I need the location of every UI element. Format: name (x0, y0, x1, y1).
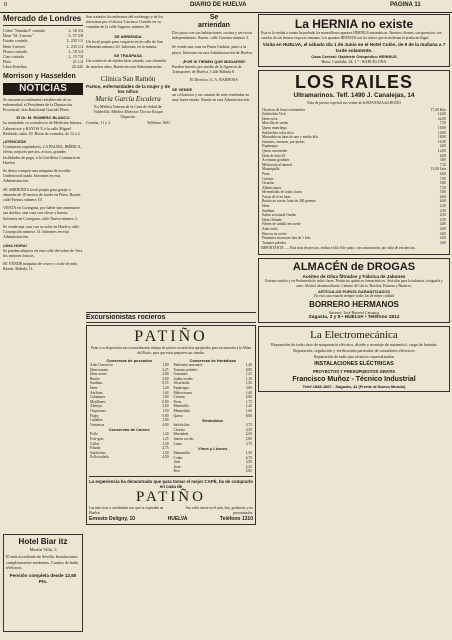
pescados-row-value: 1,20 (162, 385, 169, 390)
traspasa-text: Un comercio de tejidos bien situado, con clientela de muchos años. Razón en esta Administración. (86, 58, 166, 69)
hortalizas-row-value: 3,00 (245, 385, 252, 390)
hortalizas-row-label: Membrillo (173, 404, 189, 409)
vende2-title: SE VENDE (172, 86, 193, 92)
carnes-row-value: 2,75 (162, 446, 169, 451)
rales-row-label: Jamones, serranos, por piezas (262, 139, 305, 144)
londres-title: Mercado de Londres (3, 14, 82, 23)
hotel-ad (3, 534, 83, 632)
hotel-title: Hotel Biar itz (18, 537, 68, 546)
repasos-text: SE ARRIENDA local propio para garaje o almacén de 10 metros de fondo en Pérez. Razón: calle Fresno, número 10. (3, 186, 82, 203)
rales-row-label: Chorizos de lomo extremeños (262, 107, 306, 112)
atencion-title: ¡ATENCIÓN! (3, 139, 27, 145)
pescados-row-value: 2,00 (162, 404, 169, 409)
rales-row-label: Queso extremeño (262, 148, 288, 153)
pasos-title: ¡UNA HORA! (3, 242, 28, 248)
pescados-row-value: 1,80 (162, 363, 169, 367)
column-1 (3, 14, 83, 634)
licores-title: Vinos y Licores (198, 446, 228, 452)
drogas-sub: Aceites de Oliva filtrados y Fábrica de Jabones (302, 273, 406, 279)
hotel-text: El más acreditado de Sevilla. Instalaciones completamente modernas. Cuartos de baño, teléfonos. (6, 554, 80, 571)
pescados-row-value: 2,25 (162, 367, 169, 372)
rales-row-value: 16,50 (437, 139, 446, 144)
rales-row (261, 241, 447, 246)
electro-addr: Telef.1848-1867 - Sagasta, 41 (Frente al Nuevo Mundo) (302, 383, 406, 389)
londres-table (3, 28, 83, 70)
electro-line: PROYECTOS Y PRESUPUESTOS GRATIS (312, 368, 396, 374)
licores-row-value: 3,50 (245, 460, 252, 465)
pescados-table (89, 363, 170, 427)
licores-row-label: Coñac (173, 455, 183, 460)
embutidos-title: Embutidos (202, 418, 224, 424)
rales-row-label: Tomates pelados (262, 240, 286, 245)
rales-row-label: Salsas al natural Garibo (262, 213, 297, 218)
rales-row-label: Albaricoques (262, 185, 282, 190)
conservas-hortalizas-title: Conservas de Hortalizas (189, 358, 236, 363)
footer-text-right: Sus cafés tueste en el país, hoy, productos y no preconizados. (185, 506, 253, 516)
embutidos-row-label: Salchichón (173, 423, 190, 428)
page-number: 8 (4, 2, 7, 8)
londres-row-value: L. 56 3/4 (68, 28, 83, 33)
hortalizas-row-value: 0,90 (245, 367, 252, 372)
clinica-title: Clínica San Ramón (100, 74, 156, 83)
patino-text: Pone a su disposición sus extraordinarias rebajas de precios en artículos apropiados para excursiones a la Aldea del Rocío, para que estas preparen sus viandas. (90, 346, 252, 355)
rales-row-value: 22,00 (437, 116, 446, 121)
rales-row-value: 6,00 (439, 194, 446, 199)
pescados-row-value: 0,80 (162, 413, 169, 418)
pescados-row-label: Ídem (90, 385, 98, 390)
vende-text: SE VENDE máquina de coser y coche de niño. Razón: Rábida, 11. (3, 261, 79, 272)
londres-row-label: Plomo contado (3, 48, 28, 54)
hortalizas-row-label: Pimientos morrones (173, 363, 203, 367)
rales-row-label: Filetes de caballa en aceite (262, 222, 301, 227)
excursionistas-title: Excursionistas rocieros (86, 312, 256, 323)
arriendan-text: Dos pisos con sus habitaciones, cocina y servicios independientes. Razón: calle Gravina número 3. (172, 30, 253, 41)
matrona-addr: Concha, 11 y 2 (86, 119, 111, 125)
drogas-garantizados: ARTÍCULOS PUROS GARANTIZADOS (318, 289, 390, 295)
se-label: Se (209, 14, 219, 21)
drogas-text: Extenso surtido y en Perfumería de todas clases. Productos químicos farmacéuticos. Artículos para la industria, fotografía y artes. Alcohol desnaturalizado. Carburo de Calcio. Brochas, Pinturas y Barnices. (265, 278, 443, 289)
rales-row-label: Peras (262, 171, 270, 176)
londres-row (3, 64, 83, 69)
page-label: PAGINA 11 (390, 2, 421, 8)
hortalizas-row-label: Queso (173, 413, 183, 418)
rales-row-label: Mermeladas de todas clases (262, 190, 303, 195)
rales-row-value: 4,00 (439, 222, 446, 227)
pescados-row-label: Chipirones (90, 408, 106, 413)
rales-table (261, 108, 447, 246)
pescados-row-label: Ídem tomate (90, 367, 109, 372)
rales-row-label: Pimientos morrones lata de 1 kilo (262, 236, 311, 241)
hortalizas-row-label: Espárragos (173, 385, 190, 390)
hortalizas-row-label: Tomates pelados (173, 367, 198, 372)
licores-row-label: Ron (173, 469, 180, 474)
page-header (0, 0, 452, 13)
rales-row-label: Ídem de bola 40 (262, 153, 286, 158)
patino-ad (86, 312, 256, 636)
carnes-row-value: 1,25 (162, 436, 169, 441)
hortalizas-row-value: 1,40 (245, 363, 252, 367)
licores-row-label: Anís (173, 460, 181, 465)
rales-row-value: 14,00 (437, 148, 446, 153)
hortalizas-row-value: 1,20 (245, 404, 252, 409)
carnes-row-value: 1,30 (162, 441, 169, 446)
footer-addr: Ernesto Deligny, 10 (89, 516, 136, 523)
pescados-row-label: Anchoas (90, 390, 103, 395)
rales-row-label: Melocotón al natural (262, 162, 292, 167)
rales-row-value: 2,50 (439, 208, 446, 213)
rales-row-value: 4,50 (439, 213, 446, 218)
londres-row-label: Estaño contado (3, 38, 28, 44)
licores-row-label: Manzanilla (173, 451, 190, 456)
rales-row-label: Bonito en aceite, latas de 200 gramos (262, 199, 316, 204)
hortalizas-row-label: Melocotones (173, 390, 193, 395)
rales-row-label: Cerezas (262, 176, 274, 181)
electro-line: Reparación de toda clase de maquinaria eléctrica, diseño y montaje de automóvil, carga de baterías (271, 342, 437, 348)
electro-lines (261, 342, 447, 374)
licores-row-value: 1,50 (245, 451, 252, 456)
licores-row-value: 5,00 (245, 469, 252, 474)
cafe-text: La experiencia ha demostrado que para tomar el mejor CAFÉ, ha de comprarlo en casa de (89, 479, 253, 490)
hernia-text: Esta es la verdad a cuanto ha probado los maravillosos aparatos HERNIUS automáticos. Nuestros clientes, sin operación, son curados de sus hernias en pocas semanas. Los aparatos HERNIUS son los únicos que ni molestan ni producen llagas. (261, 31, 442, 41)
londres-row-value: 25.445 (72, 64, 83, 70)
embutidos-row-value: 2,50 (245, 432, 252, 437)
hernia-casa: Casa Central: Gabinete Ortopédico HERNIUS (311, 54, 397, 59)
rales-row-value: 7,50 (439, 185, 446, 190)
hortalizas-row-value: 1,25 (245, 372, 252, 377)
hortalizas-row-label: Judías verdes (173, 376, 193, 381)
rales-row-label: Salchichón Vich (262, 112, 286, 117)
rales-row-value: 5,00 (439, 227, 446, 232)
rales-row-value: 6,00 (439, 171, 446, 176)
hasselden-title: Morrison y Hasselden (3, 72, 76, 80)
rales-importante: IMPORTANTE. — Esta nota de precios, realiza el día 8 de junio; con autorización, por falta de existencias. (261, 246, 416, 251)
hortalizas-row-value: 1,10 (245, 376, 252, 381)
hortalizas-row-value: 1,50 (245, 381, 252, 386)
rales-row-label: Ídem (262, 204, 270, 209)
pescados-row-label: Pulpo (90, 413, 99, 418)
carnes-row-value: 1,50 (162, 450, 169, 455)
embutidos-row-value: 3,75 (245, 423, 252, 428)
noticias-title: NOTICIAS (3, 83, 83, 95)
por-si-text: Pueden hacerlo por medio de la Agencia de Transportes de Huelva, Calle Rábida 8. (172, 64, 242, 75)
hernia-addr: Riera, Cataluña, 34, 1.º - BARCELONA (321, 59, 387, 65)
hotel-pension: Pensión completa desde 12,50 Pts. (9, 573, 77, 584)
pescados-row-value: 4,00 (162, 422, 169, 427)
londres-row-label: Plata (3, 59, 11, 65)
hortalizas-row-label: Peras (173, 399, 182, 404)
hortalizas-table (173, 363, 254, 418)
hortalizas-row-value: 1,75 (245, 399, 252, 404)
vende2-text: un ciclomotor y un camión de siete toneladas en muy buen estado. Razón en esta Administración. (172, 91, 250, 103)
rales-row-value: 18,00 (437, 135, 446, 140)
electro-owner: Francisco Muñoz - Técnico Industrial (292, 375, 416, 383)
londres-row-label: Cinc contado (3, 54, 25, 60)
rales-row-value: 6,00 (439, 199, 446, 204)
licores-row-value: 2,25 (245, 464, 252, 469)
cafe-patino: PATIÑO (136, 489, 206, 506)
matrona-tel: Teléfono 1691 (146, 119, 170, 125)
drogas-title: ALMACÉN de DROGAS (292, 260, 416, 273)
rales-row-value: 13,00 Lata (430, 167, 446, 172)
carnes-row-value: 4,50 (162, 455, 169, 460)
conservas-pescados-title: Conservas de pescados (106, 358, 153, 363)
rales-row-label: Atún estilo (262, 227, 278, 232)
carnes-row-label: Pollo trufado (90, 455, 109, 460)
licores-table (173, 451, 254, 474)
rales-row-value: 16,00 (437, 112, 446, 117)
rales-row-label: Aceitunas gordales (262, 158, 290, 163)
rales-row-value: 5,00 (439, 181, 446, 186)
pescados-row-value: 2,00 (162, 372, 169, 377)
pescados-row-label: Ídem aceite (90, 372, 107, 377)
rales-row-label: Espárragos (262, 144, 278, 149)
electro-ad (258, 326, 450, 392)
pescados-row-label: Bonito (90, 376, 100, 381)
hernia-ad (258, 14, 450, 67)
footer-text-left: Las más ricas y acreditadas tras que se expenden en Huelva. (89, 506, 164, 516)
hortalizas-row-value: 1,40 (245, 390, 252, 395)
noticias-text: Se encuentra totalmente restablecido de su enfermedad, el Presidente de la Diputación Provincial, don Bartolomé Garrido Pérez. (3, 96, 72, 113)
rales-row-label: Morcilla de sartén (262, 121, 289, 126)
matrona-text: Ex-Médico Interna de la Casa de Salud de Valdecilla. Médico Director: Doctor Roque Ulgarrán. (93, 104, 163, 120)
pescados-row-value: 1,00 (162, 395, 169, 400)
rales-row-value: 6,00 (439, 153, 446, 158)
por-si-title: ¡POR SI TIENEN QUE MUDARSE! (182, 58, 246, 64)
pescados-row-value: 1,60 (162, 390, 169, 395)
rales-row-value: 7,50 (439, 121, 446, 126)
embutidos-table (173, 423, 254, 446)
partos-title: Partos, enfermedades de la mujer y de los niños (86, 83, 170, 95)
rales-row-label: Ciruelas (262, 181, 274, 186)
rales-row-label: Sardinas (262, 208, 275, 213)
footer-tel: Teléfono 1310 (220, 516, 253, 523)
carnes-table (89, 432, 170, 460)
carnes-row-value: 1,40 (162, 432, 169, 437)
hotel-sub: Martín Villa, 3 (29, 547, 57, 552)
embutidos-row-value: 3,75 (245, 441, 252, 446)
londres-row-label: Libra Esterlina (3, 64, 27, 70)
carnes-row-label: Salchichas (90, 450, 106, 455)
rales-row-value: 3,00 (439, 240, 446, 245)
pescados-row-value: 1,00 (162, 418, 169, 423)
rales-sub: Ultramarinos. Telf. 1490 J. Canalejas, 14 (293, 92, 415, 100)
embutidos-row-label: Mortadela (173, 432, 189, 437)
rales-row-value: 4,00 (439, 144, 446, 149)
drogas-addr: Sagasta, 3 y 5 • HUELVA • Teléfono 1812 (308, 314, 400, 320)
rales-row-label: Ídem Orlando (262, 217, 283, 222)
rales-title: LOS RAILES (294, 72, 413, 93)
drogas-hermanos: BORRERO HERMANOS (309, 299, 399, 309)
londres-row-value: L. 232 1/2 (66, 38, 83, 44)
hortalizas-row-label: Guisantes (173, 372, 188, 377)
hortalizas-row-label: Mermelada (173, 408, 190, 413)
atencion-text: Comisarios reguladores, LA PALMA, IBÉRICA, oferta, mejores precios, avisos, grandes facilidades de pago, a la Corrillera Comisaría en Huelva. (3, 144, 82, 165)
electro-line: INSTALACIONES ELÉCTRICAS (314, 360, 394, 367)
rales-row-label: Salchichón colar silvo (262, 130, 294, 135)
rales-row-value: 2,50 (439, 204, 446, 209)
carnes-row (89, 455, 170, 460)
pescados-row-value: 1,50 (162, 408, 169, 413)
pescados-row-label: Ventresca (90, 422, 104, 427)
pescados-row-value: 3,00 (162, 376, 169, 381)
newspaper-name: DIARIO DE HUELVA (190, 2, 247, 8)
rales-row-label: Huevos en aceite (262, 231, 287, 236)
londres-row-label: Ídem 3 meses (3, 43, 25, 49)
alquila-text: Un local propio para vaquería en la calle de San Sebastián número 20. Informes en la misma. (86, 38, 163, 50)
embutidos-row-label: Jamón cocido (173, 436, 194, 441)
pescados-row-label: Atún Consorcio (90, 363, 113, 367)
hernia-title: La HERNIA no existe (294, 17, 414, 31)
londres-row-value: 21 1/4 (72, 59, 83, 65)
pescados-row-value: 0,55 (162, 381, 169, 386)
hortalizas-row-label: Alcachofas (173, 381, 190, 386)
col2-text-top: Son tratados los enfermos del estómago y de los intestinos por el doctor Carrasco Garrido en su consulta de la calle Sagasta, número 38. (86, 14, 164, 30)
venta-text: VENTA en Cortegana, por haber que ausentarse sus dueños, una casa con olivar y huerta. Informes en Cortegana, calle Nueva número 2. (3, 205, 80, 221)
londres-row-value: L. 57 3/8 (68, 33, 83, 39)
rales-row-label: Pastas de té en latas (262, 194, 291, 199)
pescados-row-label: Sardinas (90, 381, 103, 386)
col3-vende-text: Se vende una casa en Punta Umbría, junto a la playa. Informes en esta Administración de Huelva. (172, 44, 254, 55)
londres-row-value: L. 18 3/4 (68, 48, 83, 54)
conservas-carnes-title: Conservas de Carnes (108, 427, 150, 433)
patino-title: PATIÑO (134, 328, 208, 345)
column-4 (258, 14, 450, 634)
rales-row-label: Ídem extra (262, 116, 278, 121)
rales-row-label: Mortadela en latas de uno y medio kilo (262, 135, 319, 140)
rales-note: Nota de precios especial sus ventas de la BONANZA del ROCÍO (306, 101, 401, 106)
licores-row-value: 6,75 (245, 455, 252, 460)
pescados-row-label: Calamares (90, 395, 106, 400)
hortalizas-row-value: 8,00 (245, 413, 252, 418)
carnes-row-label: Foie-gras (90, 436, 104, 441)
rales-row-label: Queso manchego (262, 125, 287, 130)
pescados-row-label: Caballas (90, 418, 103, 423)
traspasa-title: SE TRASPASA (113, 53, 143, 59)
hernia-visit: Visita en HUELVA, el sábado día 1 de Junio en el Hotel Colón, de 9 de la mañana a 7 tarde solamente. (262, 42, 446, 54)
electro-title: La Electromecánica (310, 329, 398, 342)
rales-row-value: 7,00 (439, 176, 446, 181)
medico-title: El Dr. M. ROMERO BLANCO (16, 115, 70, 121)
medico-text: ha trasladado su consultorio de Medicina Interna, Laboratorio y RAYOS X a la calle Miguel Redondo, núm. 29. Horas de consulta, de 12 a 2 (3, 120, 82, 136)
embutidos-row-label: Lomo (173, 441, 183, 446)
electro-line: Reparación de radio por técnicos especializados (313, 354, 395, 360)
londres-row-label: Ídem "Id. 3 meses" (3, 33, 34, 39)
rales-row-value: 4,00 (439, 231, 446, 236)
pasos-text: Se pueden adquirir en esta calle del señor de Vera los mejores frascos. (3, 247, 83, 258)
matrona-contact (86, 120, 170, 125)
electro-line: Reparación, regulación y verificación particular de contadores eléctricos (293, 348, 415, 354)
pescados-row-label: Almejas (90, 404, 102, 409)
rales-row-value: 5,00 (439, 190, 446, 195)
embutidos-row-value: 5,00 (245, 436, 252, 441)
londres-row-value: L. 15 7/8 (68, 54, 83, 60)
arriendan-label: arriendan (198, 22, 230, 29)
hortalizas-row-value: 1,60 (245, 408, 252, 413)
licores-row-label: Jerez (173, 464, 181, 469)
informes-text: Se vende una casa con su solar en Huelva, calle Concepción número 14. Informes en esta Administración. (3, 223, 80, 240)
carnes-row-label: Callos (90, 441, 100, 446)
londres-row-value: L. 233 1/4 (66, 43, 83, 49)
rales-row-label: Mantequilla (262, 167, 280, 172)
drogas-sucesor: Sucesor: José Borrero Carrasco (328, 309, 380, 315)
rales-ad (258, 70, 450, 254)
pescados-row-label: Mejillones (90, 399, 106, 404)
carnes-row-label: Pollo (90, 432, 98, 437)
rales-row-value: 10,00 (437, 130, 446, 135)
rales-row-value: 4,50 (439, 217, 446, 222)
hortalizas-row-value: 2,00 (245, 395, 252, 400)
footer-huelva: HUELVA (167, 516, 188, 523)
licores-row (173, 469, 254, 474)
londres-row-label: Cobre "Standard" contado (3, 28, 45, 33)
rales-row-value: 3,00 (439, 158, 446, 163)
rales-row-value: 17,00 Kilo (430, 107, 446, 112)
rales-row-value: 18,00 (437, 125, 446, 130)
rales-row-value: 7,50 (439, 162, 446, 167)
rales-row-value: 4,00 (439, 236, 446, 241)
hortalizas-row-label: Cerezas (173, 395, 185, 400)
pescados-row-value: 0,90 (162, 399, 169, 404)
frases-text: Se desea comprar una máquina de escribir Underwood usada. Informes en esta Administración. (3, 168, 71, 184)
embutidos-row-value: 3,50 (245, 427, 252, 432)
director-sign: El Director, G. A. BARBOSA (189, 77, 239, 83)
matrona-name: María García Escalera (95, 95, 161, 104)
embutidos-row-label: Chorizo (173, 427, 186, 432)
drogas-casa: En esta casa estarán siempre todos los de mejor calidad (314, 294, 394, 299)
carnes-row-label: Fabada (90, 446, 101, 451)
alquila-title: SE ARRIENDA (114, 33, 142, 39)
drogas-ad (258, 258, 450, 323)
